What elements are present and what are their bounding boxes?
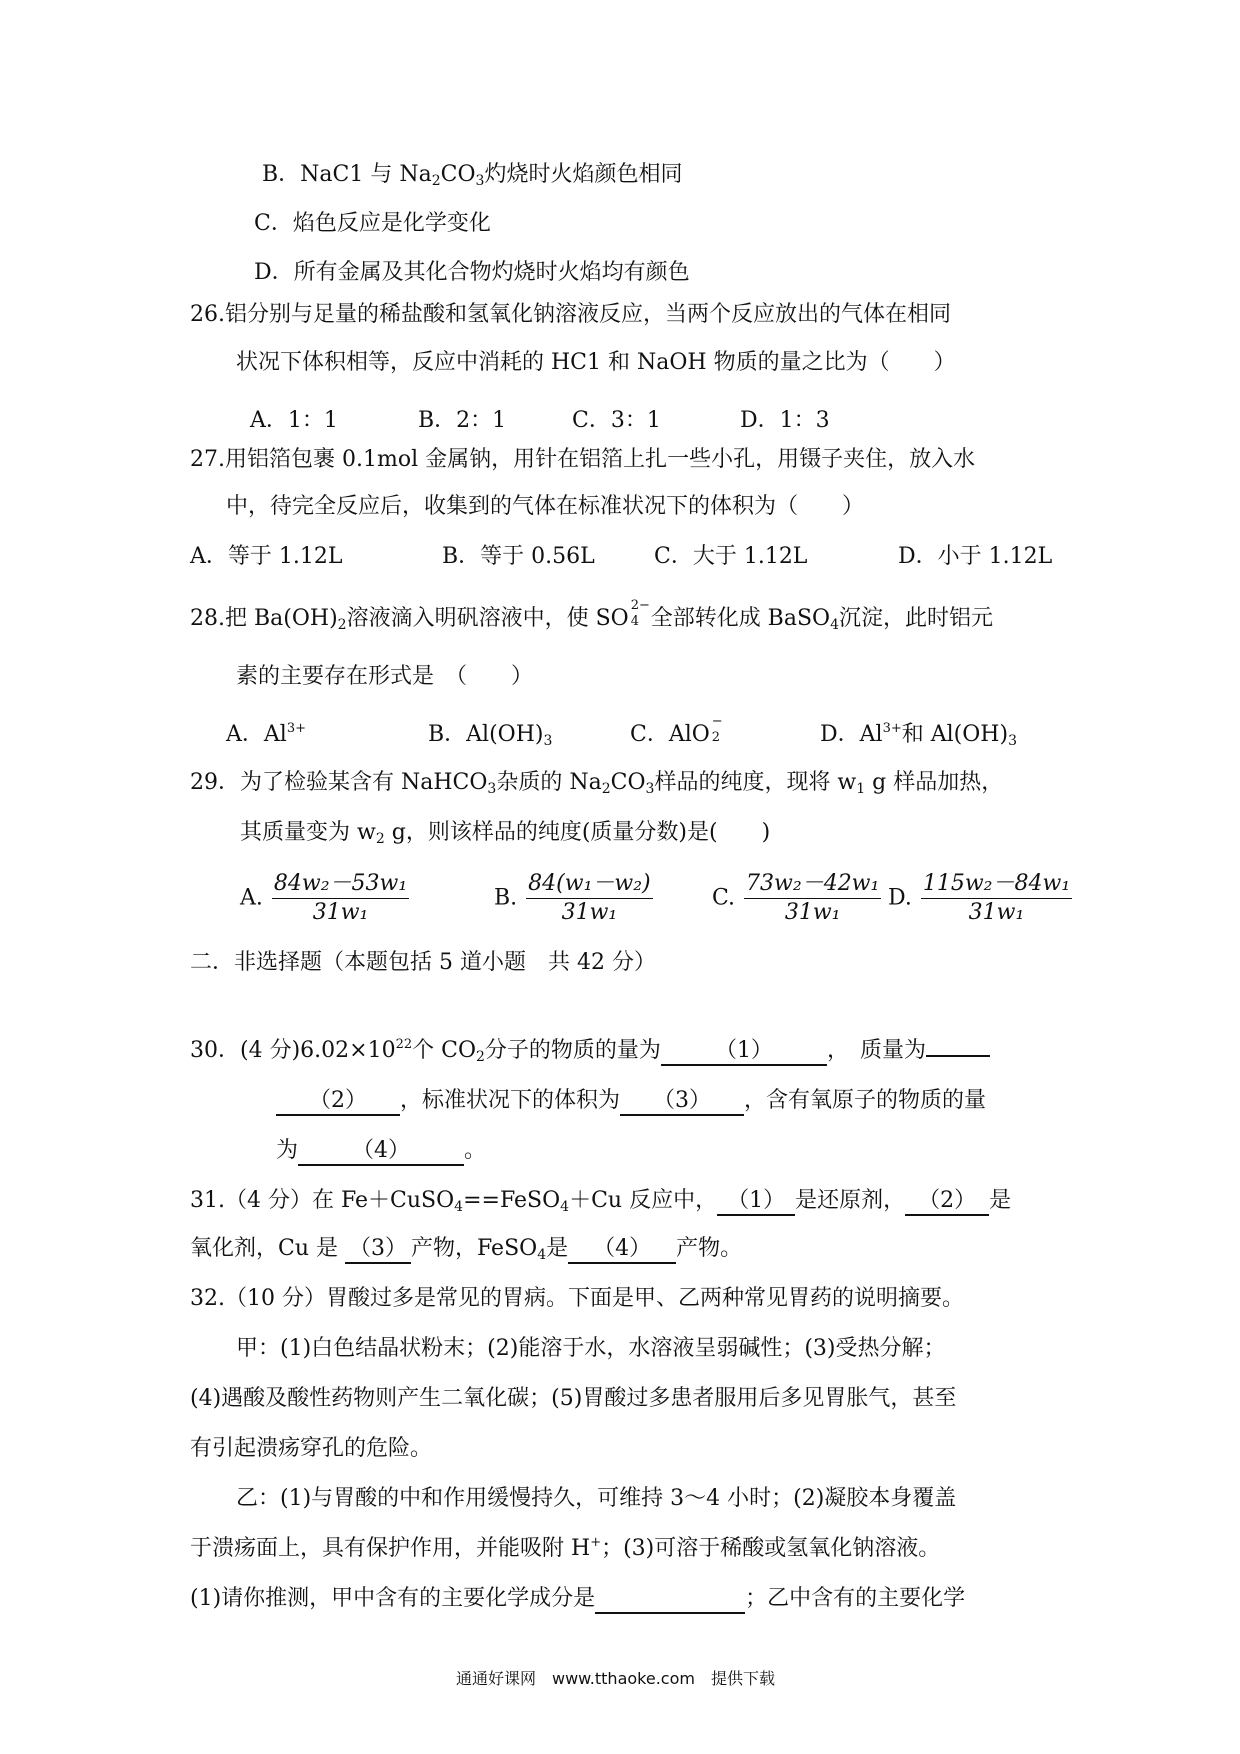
q32-yi-line2: 于溃疡面上，具有保护作用，并能吸附 H+；(3)可溶于稀酸或氢氧化钠溶液。 (190, 1535, 941, 1561)
q26-stem-line2: 状况下体积相等，反应中消耗的 HC1 和 NaOH 物质的量之比为（ ） (236, 350, 956, 375)
q29-option-a: A. $\frac{\text{84w₂－53w₁}}{\text{31w₁}}$ (240, 871, 408, 925)
q31-line2: 氧化剂，Cu 是 （3） 产物，FeSO$_4$是 （4） 产物。 (190, 1236, 743, 1263)
blank-3: （3） (345, 1236, 411, 1264)
q29-stem-line2: 其质量变为 $w_2$ g，则该样品的纯度(质量分数)是( ) (240, 820, 771, 847)
fraction: $\frac{\text{84(w₁－w₂)}}{\text{31w₁}}$ (528, 871, 651, 925)
q28-option-a: A．$Al^{3+}$ (226, 721, 306, 747)
footer-source: 通通好课网 www.tthaoke.com 提供下载 (456, 1669, 775, 1688)
q32-jia-line1: 甲：(1)白色结晶状粉末；(2)能溶于水，水溶液呈弱碱性；(3)受热分解； (236, 1336, 946, 1361)
q28-option-c: C．AlO − 2 (630, 714, 723, 747)
fraction: $\frac{\text{73w₂－42w₁}}{\text{31w₁}}$ (746, 871, 880, 925)
q29-option-d: D. $\frac{\text{115w₂－84w₁}}{\text{31w₁}}$ (888, 871, 1071, 925)
section-heading: 二．非选择题（本题包括 5 道小题 共 42 分） (190, 950, 656, 975)
fraction: $\frac{\text{84w₂－53w₁}}{\text{31w₁}}$ (273, 871, 408, 925)
q32-jia-line3: 有引起溃疡穿孔的危险。 (190, 1436, 433, 1461)
q28-option-d: D．$Al^{3+}$和 $Al(OH)_3$ (820, 721, 1017, 749)
blank-1: （1） (661, 1038, 827, 1066)
blank-2: （2） (905, 1188, 989, 1216)
q32-yi-line1: 乙：(1)与胃酸的中和作用缓慢持久，可维持 3～4 小时；(2)凝胶本身覆盖 (236, 1486, 957, 1511)
q27-option-d: D．小于 1.12L (898, 544, 1053, 569)
q27-option-c: C．大于 1.12L (654, 544, 808, 569)
q28-stem-line2: 素的主要存在形式是 （ ） (236, 664, 534, 689)
q30-line3: 为 （4） 。 (276, 1136, 486, 1166)
fraction: $\frac{\text{115w₂－84w₁}}{\text{31w₁}}$ (922, 871, 1071, 925)
q29-option-c: C. $\frac{\text{73w₂－42w₁}}{\text{31w₁}}$ (712, 871, 880, 925)
q32-jia-line2: (4)遇酸及酸性药物则产生二氧化碳；(5)胃酸过多患者服用后多见胃胀气，甚至 (190, 1386, 957, 1411)
q30-line2: （2） ，标准状况下的体积为 （3） ，含有氧原子的物质的量 (276, 1086, 986, 1116)
q26-option-d: D．1：3 (740, 408, 830, 433)
q29-option-b: B. $\frac{\text{84(w₁－w₂)}}{\text{31w₁}}$ (494, 871, 651, 925)
q25-option-b: B．NaC1 与 $Na_2CO_3$灼烧时火焰颜色相同 (262, 162, 683, 189)
q27-option-b: B．等于 0.56L (442, 544, 595, 569)
q28-stem-line1: 28.把 $Ba(OH)_2$溶液滴入明矾溶液中，使 SO 2− 4 全部转化成 BaSO$_4$沉淀，此时铝元 (190, 598, 994, 633)
q25-option-d: D．所有金属及其化合物灼烧时火焰均有颜色 (254, 260, 690, 285)
blank-4: （4） (568, 1236, 676, 1264)
q27-option-a: A．等于 1.12L (190, 544, 343, 569)
q26-option-b: B．2：1 (418, 408, 507, 433)
q26-option-a: A．1：1 (250, 408, 338, 433)
q31-line1: 31.（4 分）在 Fe＋CuSO$_4$==FeSO$_4$＋Cu 反应中， （1） 是还原剂， （2） 是 (190, 1188, 1012, 1215)
q32-stem: 32.（10 分）胃酸过多是常见的胃病。下面是甲、乙两种常见胃药的说明摘要。 (190, 1286, 964, 1311)
q26-option-c: C．3：1 (572, 408, 661, 433)
q28-option-b: B．$Al(OH)_3$ (428, 722, 553, 749)
q30-line1: 30．(4 分)$6.02\times 10^{22}$个 $CO_2$分子的物质的量为 （1） ， 质量为 (190, 1036, 990, 1066)
blank-2: （2） (276, 1088, 400, 1116)
q27-stem-line1: 27.用铝箔包裹 0.1mol 金属钠，用针在铝箔上扎一些小孔，用镊子夹住，放入水 (190, 447, 976, 472)
q25-option-c: C．焰色反应是化学变化 (254, 211, 491, 236)
q26-stem-line1: 26.铝分别与足量的稀盐酸和氢氧化钠溶液反应，当两个反应放出的气体在相同 (190, 302, 951, 327)
blank-1: （1） (717, 1188, 795, 1216)
q32-sub1: (1)请你推测，甲中含有的主要化学成分是 ；乙中含有的主要化学 (190, 1584, 965, 1614)
blank-3: （3） (620, 1088, 744, 1116)
q27-stem-line2: 中，待完全反应后，收集到的气体在标准状况下的体积为（ ） (226, 494, 865, 519)
blank-2-start (926, 1055, 990, 1057)
q29-stem-line1: 29．为了检验某含有 NaHCO$_3$杂质的 $Na_2CO_3$样品的纯度，现将 $w_1$ g 样品加热， (190, 770, 1004, 797)
blank-4: （4） (298, 1138, 464, 1166)
blank-answer (595, 1586, 745, 1614)
